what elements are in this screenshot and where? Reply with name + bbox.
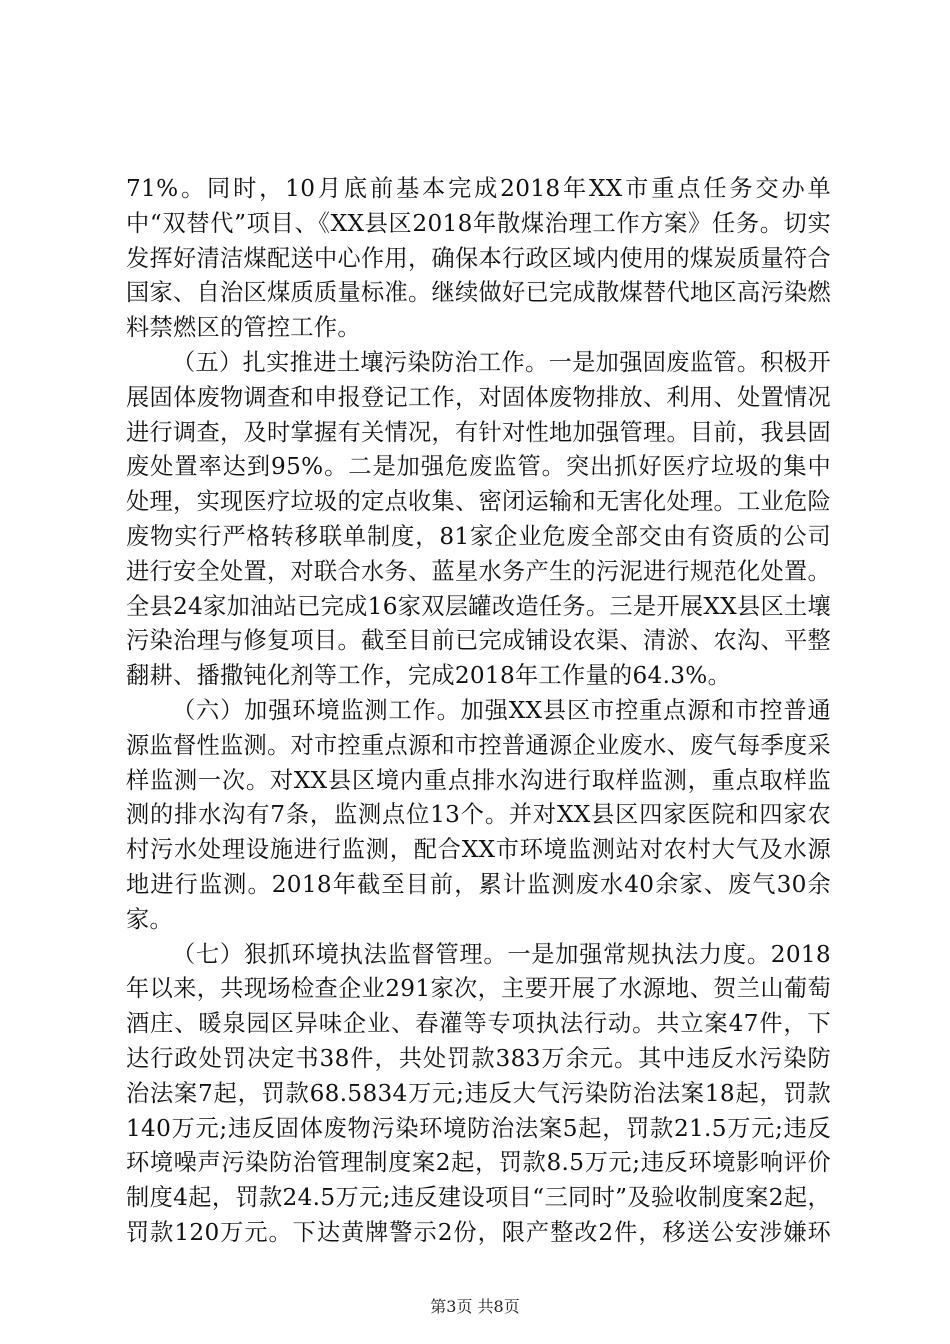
page-number-footer: 第3页 共8页 [430,1297,520,1316]
paragraph-soil-pollution: （五）扎实推进土壤污染防治工作。一是加强固废监管。积极开展固体废物调查和申报登记工作，对固体废物排放、利用、处置情况进行调查，及时掌握有关情况，有针对性地加强管理。目前，我县固废处置率达到95%。二是加强危废监管。突出抓好医疗垃圾的集中处理，实现医疗垃圾的定点收集、密闭运输和无害化处理。工业危险废物实行严格转移联单制度，81家企业危废全部交由有资质的公司进行安全处置，对联合水务、蓝星水务产生的污泥进行规范化处置。全县24家加油站已完成16家双层罐改造任务。三是开展XX县区土壤污染治理与修复项目。截至目前已完成铺设农渠、清淤、农沟、平整翻耕、播撒钝化剂等工作，完成2018年工作量的64.3%。 [126,348,831,690]
document-body [126,172,831,1251]
paragraph-environmental-monitoring: （六）加强环境监测工作。加强XX县区市控重点源和市控普通源监督性监测。对市控重点源和市控普通源企业废水、废气每季度采样监测一次。对XX县区境内重点排水沟进行取样监测，重点取样监测的排水沟有7条，监测点位13个。并对XX县区四家医院和四家农村污水处理设施进行监测，配合XX市环境监测站对农村大气及水源地进行监测。2018年截至目前，累计监测废水40余家、废气30余家。 [126,696,831,933]
paragraph-law-enforcement: （七）狠抓环境执法监督管理。一是加强常规执法力度。2018年以来，共现场检查企业291家次，主要开展了水源地、贺兰山葡萄酒庄、暖泉园区异味企业、春灌等专项执法行动。共立案47件，下达行政处罚决定书38件，共处罚款383万余元。其中违反水污染防治法案7起，罚款68.5834万元;违反大气污染防治法案18起，罚款140万元;违反固体废物污染环境防治法案5起，罚款21.5万元;违反环境噪声污染防治管理制度案2起，罚款8.5万元;违反环境影响评价制度4起，罚款24.5万元;违反建设项目“三同时”及验收制度案2起，罚款120万元。下达黄牌警示2份，限产整改2件，移送公安涉嫌环 [126,940,831,1246]
paragraph-coal-governance: 71%。同时，10月底前基本完成2018年XX市重点任务交办单中“双替代”项目、《XX县区2018年散煤治理工作方案》任务。切实发挥好清洁煤配送中心作用，确保本行政区域内使用的煤炭质量符合国家、自治区煤质质量标准。继续做好已完成散煤替代地区高污染燃料禁燃区的管控工作。 [126,175,831,342]
